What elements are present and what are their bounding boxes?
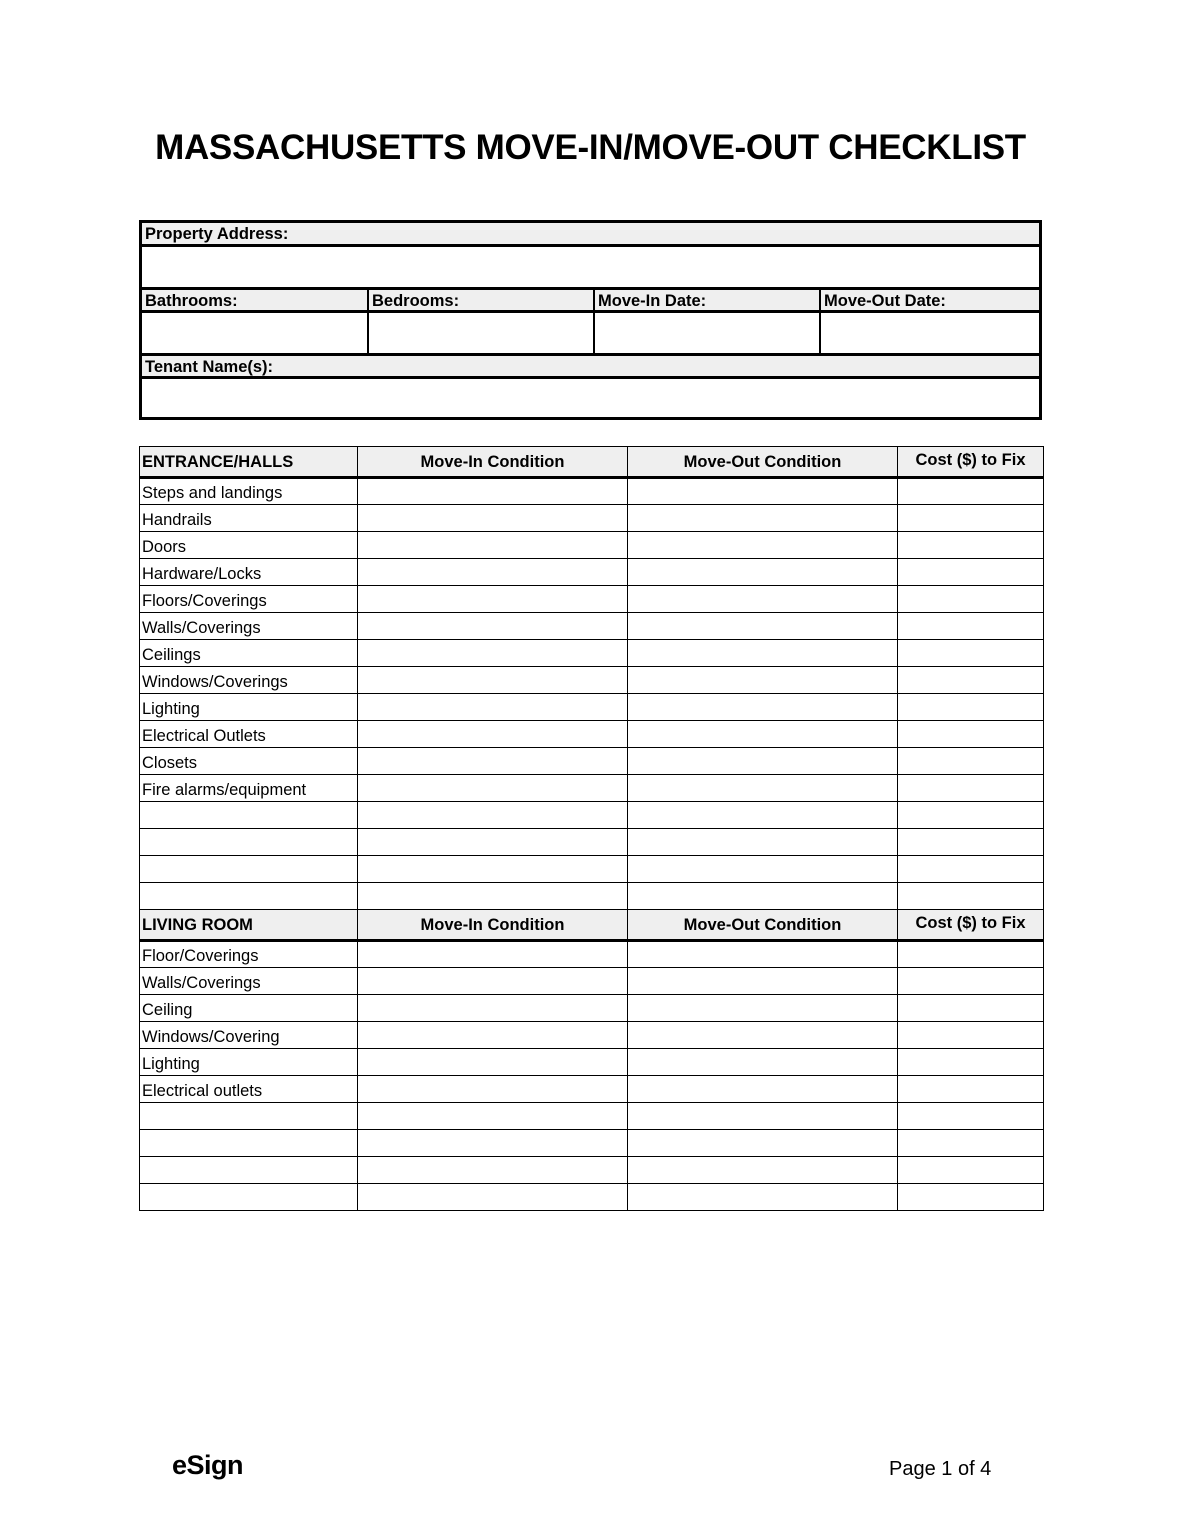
move-out-cell[interactable] (628, 559, 898, 586)
move-out-cell[interactable] (628, 667, 898, 694)
move-out-cell[interactable] (628, 721, 898, 748)
move-out-cell[interactable] (628, 532, 898, 559)
table-row (140, 640, 1044, 667)
move-in-cell[interactable] (358, 1130, 628, 1157)
move-out-cell[interactable] (628, 1103, 898, 1130)
cost-cell[interactable] (898, 613, 1044, 640)
item-label: Walls/Coverings (140, 968, 358, 995)
divider (593, 287, 595, 353)
cost-cell[interactable] (898, 856, 1044, 883)
move-in-condition-header: Move-In Condition (358, 447, 628, 478)
divider (142, 310, 1039, 313)
table-row (140, 1022, 1044, 1049)
move-in-cell[interactable] (358, 856, 628, 883)
table-row (140, 883, 1044, 910)
table-row (140, 694, 1044, 721)
section-name: ENTRANCE/HALLS (140, 447, 358, 478)
item-label (140, 829, 358, 856)
table-row (140, 1076, 1044, 1103)
property-info-table (139, 220, 1042, 420)
move-in-condition-header: Move-In Condition (358, 910, 628, 941)
table-row (140, 802, 1044, 829)
cost-cell[interactable] (898, 995, 1044, 1022)
move-in-cell[interactable] (358, 1184, 628, 1211)
move-in-cell[interactable] (358, 1103, 628, 1130)
table-row (140, 856, 1044, 883)
item-label: Doors (140, 532, 358, 559)
move-out-cell[interactable] (628, 1076, 898, 1103)
section-header-row (140, 447, 1044, 478)
document-title: MASSACHUSETTS MOVE-IN/MOVE-OUT CHECKLIST (155, 128, 1026, 167)
move-in-cell[interactable] (358, 748, 628, 775)
checklist-table (139, 446, 1044, 1211)
move-out-condition-header: Move-Out Condition (628, 447, 898, 478)
move-in-cell[interactable] (358, 1049, 628, 1076)
move-in-cell[interactable] (358, 640, 628, 667)
move-in-date-label: Move-In Date: (595, 290, 819, 312)
item-label: Walls/Coverings (140, 613, 358, 640)
item-label: Ceilings (140, 640, 358, 667)
cost-cell[interactable] (898, 883, 1044, 910)
item-label: Fire alarms/equipment (140, 775, 358, 802)
move-out-date-label: Move-Out Date: (821, 290, 1039, 312)
move-out-cell[interactable] (628, 802, 898, 829)
move-in-cell[interactable] (358, 1076, 628, 1103)
move-in-cell[interactable] (358, 667, 628, 694)
table-row (140, 1157, 1044, 1184)
item-label: Ceiling (140, 995, 358, 1022)
item-label: Handrails (140, 505, 358, 532)
item-label: Electrical Outlets (140, 721, 358, 748)
move-out-cell[interactable] (628, 856, 898, 883)
cost-cell[interactable] (898, 532, 1044, 559)
move-in-cell[interactable] (358, 775, 628, 802)
move-out-cell[interactable] (628, 968, 898, 995)
move-out-cell[interactable] (628, 941, 898, 968)
cost-cell[interactable] (898, 1184, 1044, 1211)
move-out-cell[interactable] (628, 883, 898, 910)
move-in-cell[interactable] (358, 802, 628, 829)
cost-cell[interactable] (898, 1076, 1044, 1103)
table-row (140, 721, 1044, 748)
item-label: Lighting (140, 694, 358, 721)
divider (819, 287, 821, 353)
cost-cell[interactable] (898, 829, 1044, 856)
cost-cell[interactable] (898, 802, 1044, 829)
item-label (140, 1130, 358, 1157)
cost-cell[interactable] (898, 505, 1044, 532)
cost-cell[interactable] (898, 748, 1044, 775)
cost-cell[interactable] (898, 721, 1044, 748)
item-label (140, 802, 358, 829)
move-out-cell[interactable] (628, 694, 898, 721)
section-header-row (140, 910, 1044, 941)
move-out-cell[interactable] (628, 775, 898, 802)
move-out-cell[interactable] (628, 829, 898, 856)
item-label (140, 883, 358, 910)
table-row (140, 478, 1044, 505)
item-label: Lighting (140, 1049, 358, 1076)
move-in-cell[interactable] (358, 694, 628, 721)
table-row (140, 995, 1044, 1022)
item-label: Steps and landings (140, 478, 358, 505)
table-row (140, 748, 1044, 775)
section-name: LIVING ROOM (140, 910, 358, 941)
table-row (140, 667, 1044, 694)
move-out-cell[interactable] (628, 1157, 898, 1184)
cost-to-fix-header: Cost ($) to Fix (898, 447, 1044, 478)
cost-cell[interactable] (898, 941, 1044, 968)
table-row (140, 1103, 1044, 1130)
table-row (140, 532, 1044, 559)
item-label: Windows/Coverings (140, 667, 358, 694)
cost-cell[interactable] (898, 478, 1044, 505)
cost-cell[interactable] (898, 968, 1044, 995)
move-in-cell[interactable] (358, 883, 628, 910)
move-in-cell[interactable] (358, 505, 628, 532)
move-in-cell[interactable] (358, 721, 628, 748)
cost-cell[interactable] (898, 1022, 1044, 1049)
move-in-cell[interactable] (358, 478, 628, 505)
move-out-cell[interactable] (628, 640, 898, 667)
move-in-cell[interactable] (358, 941, 628, 968)
move-out-cell[interactable] (628, 1022, 898, 1049)
table-row (140, 775, 1044, 802)
table-row (140, 941, 1044, 968)
move-in-cell[interactable] (358, 968, 628, 995)
item-label: Electrical outlets (140, 1076, 358, 1103)
cost-cell[interactable] (898, 1157, 1044, 1184)
property-address-label: Property Address: (142, 223, 1039, 245)
move-in-cell[interactable] (358, 586, 628, 613)
cost-cell[interactable] (898, 1130, 1044, 1157)
move-in-cell[interactable] (358, 829, 628, 856)
cost-to-fix-header: Cost ($) to Fix (898, 910, 1044, 941)
cost-cell[interactable] (898, 559, 1044, 586)
item-label: Closets (140, 748, 358, 775)
cost-cell[interactable] (898, 1103, 1044, 1130)
table-row (140, 586, 1044, 613)
move-in-cell[interactable] (358, 1022, 628, 1049)
divider (367, 287, 369, 353)
cost-cell[interactable] (898, 640, 1044, 667)
item-label: Floor/Coverings (140, 941, 358, 968)
move-out-cell[interactable] (628, 995, 898, 1022)
item-label: Hardware/Locks (140, 559, 358, 586)
move-out-cell[interactable] (628, 478, 898, 505)
bedrooms-label: Bedrooms: (369, 290, 593, 312)
tenant-names-label: Tenant Name(s): (142, 356, 1039, 378)
move-out-cell[interactable] (628, 1130, 898, 1157)
move-out-cell[interactable] (628, 505, 898, 532)
table-row (140, 829, 1044, 856)
cost-cell[interactable] (898, 586, 1044, 613)
item-label: Windows/Covering (140, 1022, 358, 1049)
table-row (140, 559, 1044, 586)
move-out-cell[interactable] (628, 1049, 898, 1076)
table-row (140, 1049, 1044, 1076)
move-out-cell[interactable] (628, 586, 898, 613)
move-out-condition-header: Move-Out Condition (628, 910, 898, 941)
move-in-cell[interactable] (358, 613, 628, 640)
table-row (140, 505, 1044, 532)
move-in-cell[interactable] (358, 532, 628, 559)
cost-cell[interactable] (898, 775, 1044, 802)
cost-cell[interactable] (898, 694, 1044, 721)
table-row (140, 968, 1044, 995)
move-out-cell[interactable] (628, 613, 898, 640)
item-label (140, 1103, 358, 1130)
cost-cell[interactable] (898, 667, 1044, 694)
move-out-cell[interactable] (628, 1184, 898, 1211)
bathrooms-label: Bathrooms: (142, 290, 367, 312)
item-label (140, 856, 358, 883)
page-number: Page 1 of 4 (889, 1458, 992, 1480)
move-out-cell[interactable] (628, 748, 898, 775)
divider (142, 244, 1039, 247)
item-label: Floors/Coverings (140, 586, 358, 613)
cost-cell[interactable] (898, 1049, 1044, 1076)
move-in-cell[interactable] (358, 1157, 628, 1184)
item-label (140, 1184, 358, 1211)
item-label (140, 1157, 358, 1184)
table-row (140, 613, 1044, 640)
table-row (140, 1130, 1044, 1157)
divider (142, 376, 1039, 379)
move-in-cell[interactable] (358, 559, 628, 586)
move-in-cell[interactable] (358, 995, 628, 1022)
esign-logo: eSign (172, 1450, 244, 1480)
table-row (140, 1184, 1044, 1211)
